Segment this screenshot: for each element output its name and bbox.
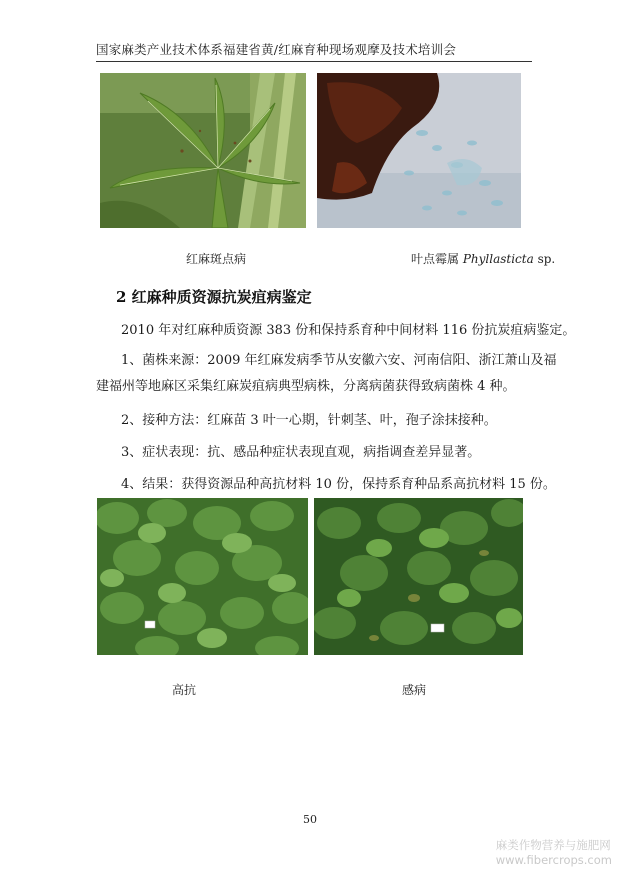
caption-phyllosticta: [411, 250, 555, 267]
caption-phyllosticta-suffix: sp.: [533, 252, 556, 266]
running-header: 国家麻类产业技术体系福建省黄/红麻育种现场观摩及技术培训会: [96, 42, 457, 57]
watermark-name: 麻类作物营养与施肥网: [495, 838, 611, 852]
caption-phyllosticta-prefix: 叶点霉属: [411, 252, 463, 266]
caption-high-resistance: 高抗: [172, 683, 197, 697]
watermark-url: www.fibercrops.com: [495, 853, 612, 867]
kenaf-leaf-spot-photo: [100, 73, 306, 228]
caption-phyllosticta-genus: Phyllasticta: [462, 252, 534, 266]
paragraph-item2: 2、接种方法：红麻苗 3 叶一心期，针刺茎、叶，孢子涂抹接种。: [121, 413, 497, 428]
resistant-plants-photo: [97, 498, 308, 655]
phyllosticta-microscope-photo: [317, 73, 521, 228]
site-watermark: [496, 838, 612, 868]
paragraph-item3: 3、症状表现：抗、感品种症状表现直观，病指调查差异显著。: [121, 445, 481, 460]
caption-susceptible: 感病: [402, 683, 427, 697]
susceptible-plants-photo: [314, 498, 523, 655]
page-number: 50: [303, 813, 317, 826]
paragraph-intro: 2010 年对红麻种质资源 383 份和保持系育种中间材料 116 份抗炭疽病鉴定。: [121, 323, 576, 338]
section-title: 2 红麻种质资源抗炭疽病鉴定: [116, 288, 312, 306]
paragraph-item4: 4、结果：获得资源品种高抗材料 10 份，保持系育种品系高抗材料 15 份。: [121, 477, 556, 492]
paragraph-item1-line2: 建福州等地麻区采集红麻炭疽病典型病株，分离病菌获得致病菌株 4 种。: [96, 379, 516, 394]
header-rule: [96, 61, 532, 62]
caption-leaf-spot: 红麻斑点病: [186, 252, 247, 266]
paragraph-item1-line1: 1、菌株来源：2009 年红麻发病季节从安徽六安、河南信阳、浙江萧山及福: [121, 353, 557, 368]
